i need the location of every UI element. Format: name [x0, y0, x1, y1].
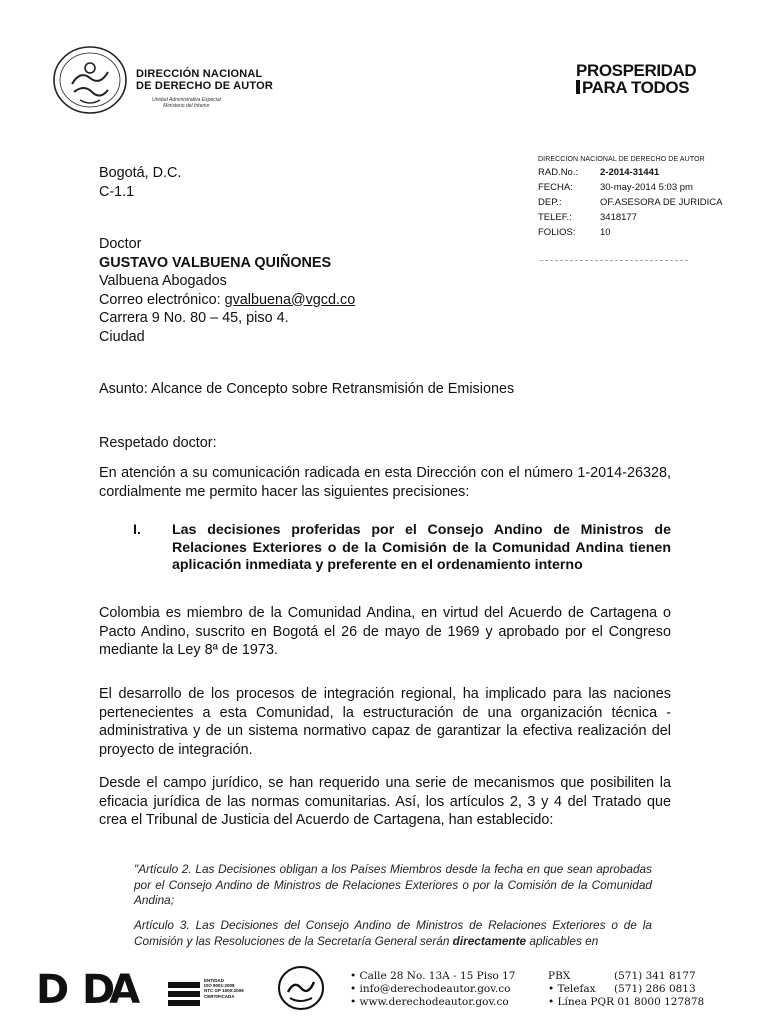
quote-article-2: "Artículo 2. Las Decisiones obligan a los Países Miembros desde la fecha en que sean aprobadas por el Consejo Andino de Ministros de Relaciones Exteriores o por la Comisión de la Comunidad Andina; — [134, 862, 652, 907]
subject-line: Asunto: Alcance de Concepto sobre Retransmisión de Emisiones — [99, 381, 515, 397]
cert-text: ENTIDAD ISO 9001:2008 NTC GP 1000:2009 CERTIFICADA — [204, 978, 244, 999]
recipient-block — [99, 235, 355, 346]
recipient-firm: Valbuena Abogados — [99, 273, 227, 289]
pqr-line: • Línea PQR 01 8000 127878 — [548, 996, 705, 1008]
footer-website-link[interactable]: • www.derechodeautor.gov.co — [350, 996, 509, 1008]
footer-contacts — [350, 970, 516, 1009]
paragraph-1: En atención a su comunicación radicada en esta Dirección con el número 1-2014-26328, cordialmente me permito hacer las siguientes precisiones: — [99, 465, 671, 500]
cert-bars-icon — [168, 976, 200, 1006]
recipient-title: Doctor — [99, 236, 142, 252]
stamp-divider — [540, 260, 688, 261]
pbx-number: (571) 341 8177 — [614, 970, 696, 982]
recipient-city: Ciudad — [99, 328, 145, 345]
stamp-row: RAD.No.: 2-2014-31441 — [538, 167, 660, 178]
filing-stamp — [538, 156, 722, 240]
fax-number: (571) 286 0813 — [614, 983, 696, 995]
recipient-email-link[interactable]: gvalbuena@vgcd.co — [224, 291, 356, 308]
stamp-header: DIRECCION NACIONAL DE DERECHO DE AUTOR — [538, 156, 705, 163]
footer-logo-da: DA — [82, 967, 135, 1013]
footer-address: • Calle 28 No. 13A - 15 Piso 17 — [350, 970, 516, 982]
recipient-email-line: Correo electrónico: gvalbuena@vgcd.co — [99, 291, 356, 308]
stamp-row: TELEF.: 3418177 — [538, 212, 637, 223]
quote-article-3: Artículo 3. Las Decisiones del Consejo Andino de Ministros de Relaciones Exteriores o de la Comisión y las Resoluciones de la Secretaría General serán directamente aplicables en — [134, 918, 652, 948]
paragraph-2: Colombia es miembro de la Comunidad Andina, en virtud del Acuerdo de Cartagena o Pacto Andino, suscrito en Bogotá el 26 de mayo de 1969 y aprobado por el Congreso mediante la Ley 8ª de 1973. — [99, 605, 671, 658]
greeting: Respetado doctor: — [99, 435, 217, 451]
footer-email-link[interactable]: • info@derechodeautor.gov.co — [350, 983, 511, 995]
city: Bogotá, D.C. — [99, 165, 182, 181]
slogan-logo: PROSPERIDAD PARA TODOS — [576, 61, 697, 97]
recipient-name: GUSTAVO VALBUENA QUIÑONES — [99, 254, 332, 271]
slogan-bar-icon — [576, 80, 580, 94]
section-title: Las decisiones proferidas por el Consejo Andino de Ministros de Relaciones Exteriores o de la Comisión de la Comunidad Andina tienen aplicación inmediata y preferente en el ordenamiento interno — [172, 522, 671, 573]
org-subtitle: Unidad Administrativa Especial Ministerio del Interior — [152, 97, 221, 109]
stamp-row: FOLIOS: 10 — [538, 227, 611, 238]
file-code: C-1.1 — [99, 183, 135, 200]
paragraph-4: Desde el campo jurídico, se han requerido una serie de mecanismos que posibiliten la eficacia jurídica de las normas comunitarias. Así, los artículos 2, 3 y 4 del Tratado que crea el Tribunal de Justicia del Acuerdo de Cartagena, han establecido: — [99, 775, 671, 828]
paragraph-3: El desarrollo de los procesos de integración regional, ha implicado para las naciones pertenecientes a esta Comunidad, la estructuración de una organización técnica - administrativa y de un sistema normativo capaz de garantizar la efectiva realización del proyecto de integración. — [99, 686, 671, 758]
recipient-address: Carrera 9 No. 80 – 45, piso 4. — [99, 310, 289, 326]
dnda-seal-logo — [50, 42, 134, 120]
stamp-row: FECHA: 30-may-2014 5:03 pm — [538, 182, 693, 193]
place-block — [99, 164, 181, 201]
org-name: DIRECCIÓN NACIONAL DE DERECHO DE AUTOR — [136, 68, 274, 92]
certification-badge — [168, 976, 268, 1010]
certification-seal-icon — [276, 964, 326, 1012]
footer-phones: PBX (571) 341 8177 • Telefax (571) 286 0813 • Línea PQR 01 8000 127878 — [548, 970, 705, 1008]
stamp-row: DEP.: OF.ASESORA DE JURIDICA — [538, 197, 723, 208]
section-number: I. — [133, 522, 141, 538]
section-heading — [133, 522, 671, 575]
footer-logo-d: D — [36, 967, 67, 1013]
